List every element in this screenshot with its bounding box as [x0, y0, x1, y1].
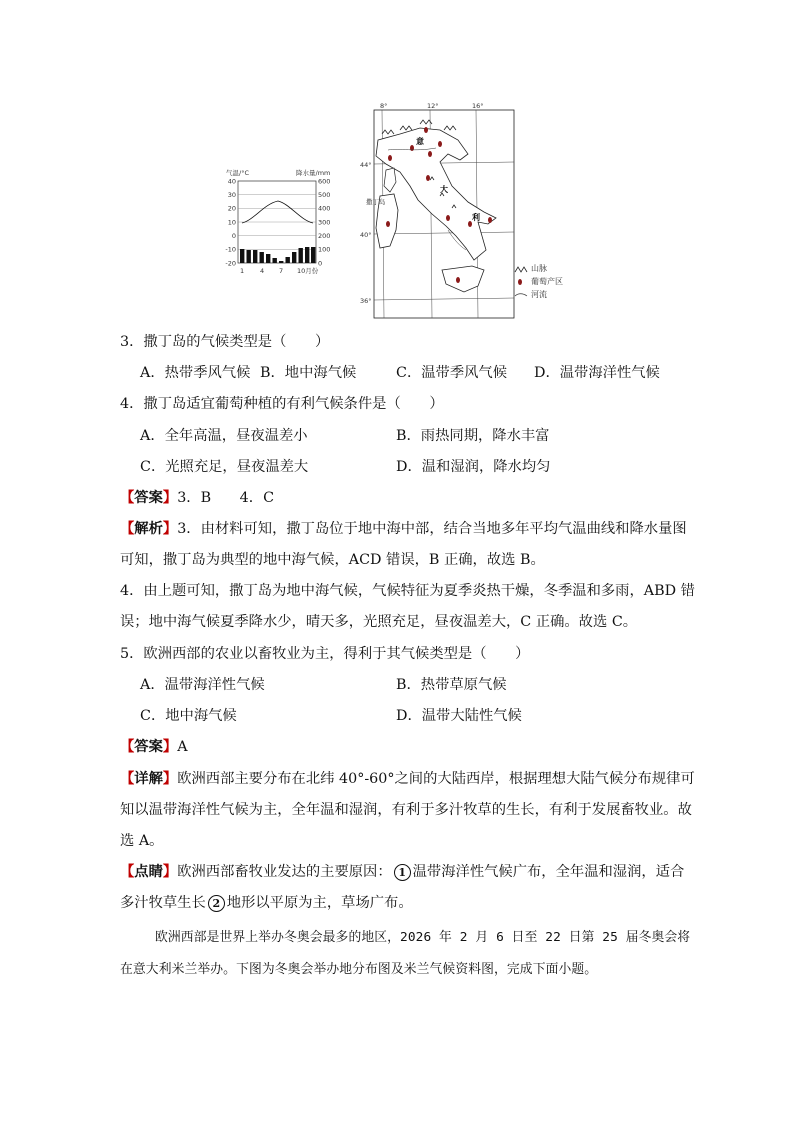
- lon-label: 16°: [472, 102, 484, 110]
- analysis-tag: 【解析】: [120, 521, 178, 537]
- precip-tick: 300: [318, 218, 331, 227]
- grape-marker: [428, 151, 432, 157]
- point-line-2: 多汁牧草生长 2 地形以平原为主，草场广布。: [120, 895, 413, 911]
- q4-stem: 4．撒丁岛适宜葡萄种植的有利气候条件是（ ）: [120, 396, 444, 412]
- temperature-curve: [242, 201, 313, 223]
- circled-number-2: 2: [208, 895, 225, 912]
- legend-grape: [514, 275, 563, 288]
- grape-marker: [438, 141, 442, 147]
- grape-marker: [446, 215, 450, 221]
- precip-bar: [266, 254, 270, 263]
- answer-1-text: 3．B 4．C: [177, 490, 275, 506]
- q3-option-c: C．温带季风气候: [396, 365, 508, 381]
- legend-river: [514, 288, 563, 301]
- lat-label: 36°: [360, 297, 372, 305]
- analysis-line-1: 【解析】3．由材料可知，撒丁岛位于地中海中部，结合当地多年平均气温曲线和降水量图: [120, 521, 687, 537]
- country-char: 利: [472, 212, 480, 222]
- intro-line-2: 在意大利米兰举办。下图为冬奥会举办地分布图及米兰气候资料图，完成下面小题。: [120, 962, 598, 977]
- legend-mountain-label: 山脉: [531, 264, 547, 273]
- precip-bar: [286, 257, 290, 263]
- point-line-1: 【点睛】欧洲西部畜牧业发达的主要原因： 1 温带海洋性气候广布，全年温和湿润，适合: [120, 864, 685, 880]
- detail-line-2: 知以温带海洋性气候为主，全年温和湿润，有利于多汁牧草的生长，有利于发展畜牧业。故: [120, 802, 692, 818]
- analysis-line-3: 4．由上题可知，撒丁岛为地中海气候，气候特征为夏季炎热干燥，冬季温和多雨，ABD 错: [120, 583, 695, 599]
- detail-tag: 【详解】: [120, 771, 178, 787]
- temp-axis-label: 气温/°C: [226, 169, 249, 177]
- precip-bar: [247, 250, 251, 263]
- detail-line-3: 选 A。: [120, 833, 164, 849]
- detail-line-1: 【详解】欧洲西部主要分布在北纬 40°-60°之间的大陆西岸，根据理想大陆气候分布规律可: [120, 771, 695, 787]
- analysis-line-4: 误；地中海气候夏季降水少，晴天多，光照充足，昼夜温差大，C 正确。故选 C。: [120, 614, 638, 630]
- precip-bar: [279, 261, 283, 263]
- q5-stem: 5．欧洲西部的农业以畜牧业为主，得利于其气候类型是（ ）: [120, 646, 530, 662]
- analysis-line-2: 可知，撒丁岛为典型的地中海气候，ACD 错误，B 正确，故选 B。: [120, 552, 545, 568]
- temp-tick: -20: [225, 259, 236, 268]
- precip-bar: [273, 258, 277, 263]
- lat-label: 44°: [360, 161, 372, 169]
- lat-label: 40°: [360, 231, 372, 239]
- q3-option-b: B．地中海气候: [260, 365, 357, 381]
- grape-marker: [456, 277, 460, 283]
- precip-tick: 100: [318, 245, 331, 254]
- q3-option-d: D．温带海洋性气候: [534, 365, 660, 381]
- q3-option-a: A．热带季风气候: [140, 365, 251, 381]
- q5-option-c: C．地中海气候: [140, 708, 237, 724]
- q4-option-a: A．全年高温，昼夜温差小: [140, 428, 308, 444]
- month-tick: 10月份: [297, 267, 319, 275]
- q3-stem: 3．撒丁岛的气候类型是（ ）: [120, 334, 330, 350]
- q5-option-d: D．温带大陆性气候: [396, 708, 522, 724]
- lon-label: 12°: [427, 102, 439, 110]
- precip-bar: [260, 252, 264, 263]
- country-char: 意: [416, 136, 424, 146]
- q4-option-b: B．雨热同期，降水丰富: [396, 428, 550, 444]
- grape-marker: [386, 221, 390, 227]
- precip-tick: 500: [318, 191, 331, 199]
- legend-river-label: 河流: [531, 290, 547, 299]
- answer-tag: 【答案】: [120, 739, 178, 755]
- grape-marker: [424, 127, 428, 133]
- climate-chart: [224, 168, 342, 278]
- precip-bar: [292, 252, 296, 263]
- answer-tag: 【答案】: [120, 490, 178, 506]
- point-tag: 【点睛】: [120, 864, 178, 880]
- precip-tick: 200: [318, 232, 331, 240]
- q5-option-a: A．温带海洋性气候: [140, 677, 265, 693]
- temp-tick: -10: [225, 245, 236, 254]
- temp-tick: 40: [227, 177, 236, 186]
- legend-mountain: [514, 262, 563, 275]
- precip-bar: [253, 250, 257, 263]
- precip-tick: 0: [318, 259, 323, 268]
- grape-marker: [488, 217, 492, 223]
- month-tick: 1: [240, 267, 245, 275]
- temp-tick: 0: [231, 232, 236, 240]
- precip-tick: 600: [318, 177, 331, 186]
- q4-option-c: C．光照充足，昼夜温差大: [140, 459, 309, 475]
- precip-bar: [240, 249, 244, 263]
- precip-bar: [311, 247, 315, 263]
- grape-marker: [426, 175, 430, 181]
- answer-1: [120, 487, 274, 507]
- circled-number-1: 1: [394, 864, 411, 881]
- grape-marker: [410, 145, 414, 151]
- q4-option-d: D．温和湿润，降水均匀: [396, 459, 551, 475]
- island-label: 撒丁岛: [366, 198, 386, 206]
- gridlines: [238, 195, 316, 250]
- intro-line-1: 欧洲西部是世界上举办冬奥会最多的地区，2026 年 2 月 6 日至 22 日第 25 届冬奥会将: [155, 930, 691, 945]
- legend-grape-label: 葡萄产区: [531, 277, 563, 286]
- answer-2: [120, 736, 188, 756]
- country-char: 大: [440, 184, 448, 194]
- temp-tick: 10: [227, 218, 236, 227]
- month-tick: 7: [279, 267, 284, 275]
- map-legend: [514, 262, 563, 301]
- precip-bar: [299, 248, 303, 263]
- lon-label: 8°: [380, 102, 388, 110]
- temp-tick: 30: [227, 191, 236, 199]
- italy-map: [360, 100, 520, 320]
- precip-tick: 400: [318, 204, 331, 213]
- month-tick: 4: [260, 267, 265, 275]
- precip-axis-label: 降水量/mm: [296, 169, 331, 177]
- grape-marker: [388, 155, 392, 161]
- temp-tick: 20: [227, 204, 236, 213]
- q5-option-b: B．热带草原气候: [396, 677, 507, 693]
- figure: [224, 100, 564, 322]
- answer-2-text: A: [177, 739, 188, 755]
- precip-bar: [305, 247, 309, 263]
